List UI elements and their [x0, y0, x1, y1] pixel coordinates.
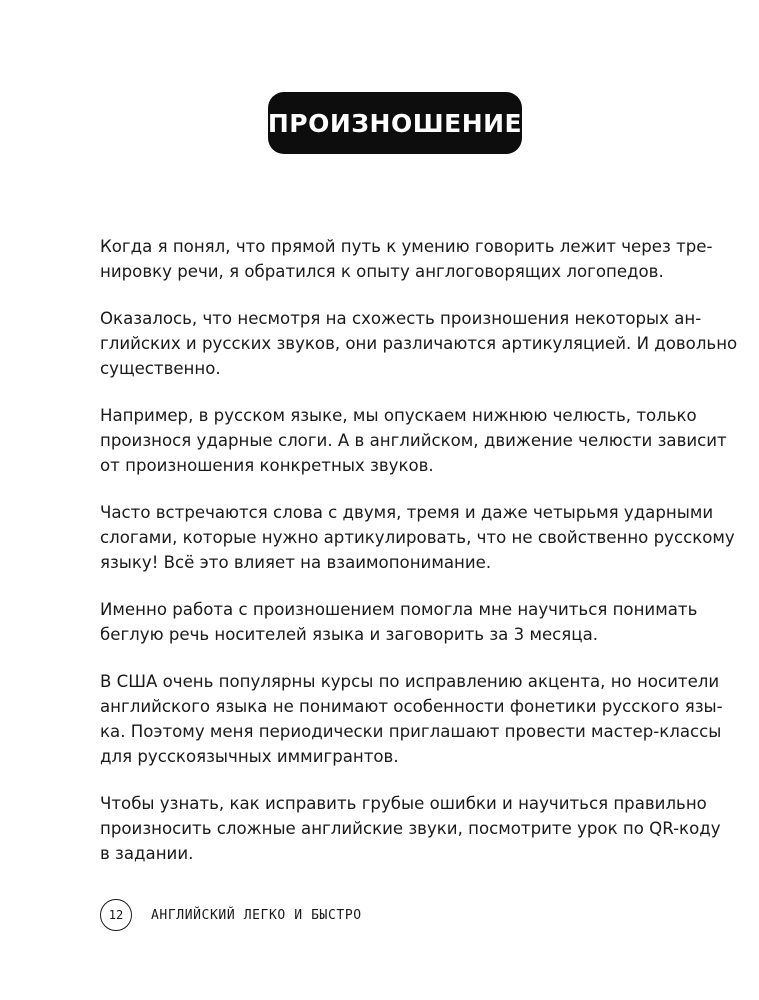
paragraph [100, 500, 735, 575]
text-line: Например, в русском языке, мы опускаем нижнюю челюсть, только [100, 406, 697, 425]
text-line: Именно работа с произношением помогла мне научиться понимать [100, 600, 698, 619]
text-line: Когда я понял, что прямой путь к умению говорить лежит через тре- [100, 237, 713, 256]
paragraph [100, 597, 698, 647]
text-line: английского языка не понимают особенности фонетики русского язы- [100, 697, 723, 716]
paragraph [100, 669, 723, 769]
text-line: Оказалось, что несмотря на схожесть произношения некоторых ан- [100, 309, 702, 328]
page-footer [100, 898, 362, 932]
text-line: Часто встречаются слова с двумя, тремя и даже четырьмя ударными [100, 503, 714, 522]
paragraph [100, 234, 713, 284]
paragraph [100, 791, 721, 866]
text-line: В США очень популярны курсы по исправлению акцента, но носители [100, 672, 720, 691]
text-line: от произношения конкретных звуков. [100, 456, 434, 475]
paragraph [100, 403, 727, 478]
running-title: АНГЛИЙСКИЙ ЛЕГКО И БЫСТРО [151, 907, 362, 923]
text-line: нировку речи, я обратился к опыту англоговорящих логопедов. [100, 262, 664, 281]
text-line: существенно. [100, 359, 221, 378]
text-line: в задании. [100, 844, 194, 863]
text-line: произносить сложные английские звуки, посмотрите урок по QR-коду [100, 819, 721, 838]
paragraph [100, 306, 738, 381]
text-line: Чтобы узнать, как исправить грубые ошибки и научиться правильно [100, 794, 707, 813]
text-line: языку! Всё это влияет на взаимопонимание. [100, 553, 492, 572]
page-number-circle [100, 899, 132, 931]
page-number: 12 [108, 908, 124, 922]
section-title: ПРОИЗНОШЕНИЕ [267, 108, 523, 138]
text-line: ка. Поэтому меня периодически приглашают провести мастер-классы [100, 722, 722, 741]
body-text [100, 234, 738, 888]
text-line: для русскоязычных иммигрантов. [100, 747, 399, 766]
text-line: беглую речь носителей языка и заговорить за 3 месяца. [100, 625, 599, 644]
text-line: глийских и русских звуков, они различаются артикуляцией. И довольно [100, 334, 738, 353]
text-line: слогами, которые нужно артикулировать, что не свойственно русскому [100, 528, 735, 547]
text-line: произнося ударные слоги. А в английском, движение челюсти зависит [100, 431, 727, 450]
section-title-badge [268, 92, 522, 154]
